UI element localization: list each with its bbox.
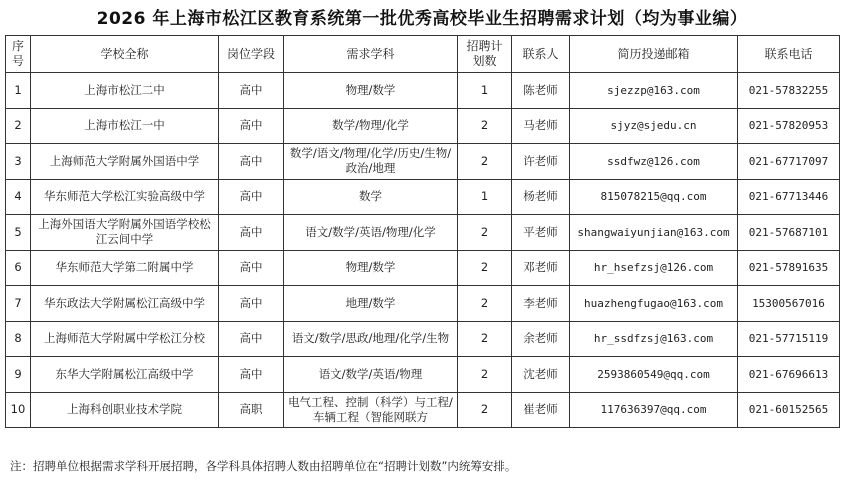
row-index-cell: 4 [6, 179, 31, 215]
header-subjects: 需求学科 [284, 36, 458, 73]
header-email: 简历投递邮箱 [570, 36, 738, 73]
email-cell: 117636397@qq.com [570, 392, 738, 428]
footnote: 注：招聘单位根据需求学科开展招聘，各学科具体招聘人数由招聘单位在“招聘计划数”内统筹安排。 [10, 459, 517, 473]
school-name-cell: 东华大学附属松江高级中学 [31, 357, 219, 393]
subjects-cell: 数学/物理/化学 [284, 108, 458, 144]
position-level-cell: 高中 [219, 321, 284, 357]
phone-cell: 021-67717097 [738, 144, 840, 180]
school-name-cell: 华东师范大学第二附属中学 [31, 250, 219, 286]
table-row [6, 215, 840, 251]
page-title: 2026 年上海市松江区教育系统第一批优秀高校毕业生招聘需求计划（均为事业编） [96, 9, 748, 29]
contact-person-cell: 杨老师 [512, 179, 570, 215]
subjects-cell: 数学/语文/物理/化学/历史/生物/政治/地理 [284, 144, 458, 180]
position-level-cell: 高中 [219, 144, 284, 180]
email-cell: ssdfwz@126.com [570, 144, 738, 180]
quota-cell: 2 [458, 144, 512, 180]
table-header-row [6, 36, 840, 73]
subjects-cell: 物理/数学 [284, 73, 458, 109]
row-index-cell: 10 [6, 392, 31, 428]
contact-person-cell: 马老师 [512, 108, 570, 144]
table-row [6, 357, 840, 393]
quota-cell: 2 [458, 215, 512, 251]
school-name-cell: 华东师范大学松江实验高级中学 [31, 179, 219, 215]
school-name-cell: 上海科创职业技术学院 [31, 392, 219, 428]
contact-person-cell: 崔老师 [512, 392, 570, 428]
row-index-cell: 6 [6, 250, 31, 286]
quota-cell: 2 [458, 250, 512, 286]
table-row [6, 144, 840, 180]
contact-person-cell: 许老师 [512, 144, 570, 180]
position-level-cell: 高中 [219, 108, 284, 144]
phone-cell: 021-67696613 [738, 357, 840, 393]
email-cell: sjezzp@163.com [570, 73, 738, 109]
quota-cell: 2 [458, 392, 512, 428]
school-name-cell: 上海市松江一中 [31, 108, 219, 144]
header-level: 岗位学段 [219, 36, 284, 73]
subjects-cell: 电气工程、控制（科学）与工程/车辆工程（智能网联方 [284, 392, 458, 428]
position-level-cell: 高中 [219, 179, 284, 215]
position-level-cell: 高职 [219, 392, 284, 428]
phone-cell: 021-57832255 [738, 73, 840, 109]
table-row [6, 321, 840, 357]
subjects-cell: 语文/数学/英语/物理/化学 [284, 215, 458, 251]
phone-cell: 021-57687101 [738, 215, 840, 251]
table-row [6, 392, 840, 428]
school-name-cell: 上海师范大学附属中学松江分校 [31, 321, 219, 357]
school-name-cell: 华东政法大学附属松江高级中学 [31, 286, 219, 322]
subjects-cell: 数学 [284, 179, 458, 215]
header-phone: 联系电话 [738, 36, 840, 73]
phone-cell: 021-57715119 [738, 321, 840, 357]
school-name-cell: 上海师范大学附属外国语中学 [31, 144, 219, 180]
row-index-cell: 2 [6, 108, 31, 144]
table-row [6, 179, 840, 215]
position-level-cell: 高中 [219, 250, 284, 286]
quota-cell: 2 [458, 108, 512, 144]
email-cell: 815078215@qq.com [570, 179, 738, 215]
subjects-cell: 物理/数学 [284, 250, 458, 286]
row-index-cell: 9 [6, 357, 31, 393]
header-index: 序号 [6, 36, 31, 73]
subjects-cell: 语文/数学/英语/物理 [284, 357, 458, 393]
phone-cell: 021-57891635 [738, 250, 840, 286]
position-level-cell: 高中 [219, 73, 284, 109]
position-level-cell: 高中 [219, 215, 284, 251]
contact-person-cell: 沈老师 [512, 357, 570, 393]
row-index-cell: 3 [6, 144, 31, 180]
table-row [6, 73, 840, 109]
subjects-cell: 地理/数学 [284, 286, 458, 322]
row-index-cell: 7 [6, 286, 31, 322]
email-cell: 2593860549@qq.com [570, 357, 738, 393]
email-cell: hr_ssdfzsj@163.com [570, 321, 738, 357]
email-cell: sjyz@sjedu.cn [570, 108, 738, 144]
table-body [6, 73, 840, 428]
contact-person-cell: 邓老师 [512, 250, 570, 286]
recruitment-table [5, 35, 840, 428]
contact-person-cell: 平老师 [512, 215, 570, 251]
quota-cell: 2 [458, 321, 512, 357]
contact-person-cell: 陈老师 [512, 73, 570, 109]
quota-cell: 1 [458, 73, 512, 109]
header-contact: 联系人 [512, 36, 570, 73]
email-cell: huazhengfugao@163.com [570, 286, 738, 322]
subjects-cell: 语文/数学/思政/地理/化学/生物 [284, 321, 458, 357]
email-cell: shangwaiyunjian@163.com [570, 215, 738, 251]
row-index-cell: 5 [6, 215, 31, 251]
row-index-cell: 1 [6, 73, 31, 109]
quota-cell: 2 [458, 286, 512, 322]
quota-cell: 2 [458, 357, 512, 393]
contact-person-cell: 李老师 [512, 286, 570, 322]
header-quota: 招聘计划数 [458, 36, 512, 73]
table-row [6, 250, 840, 286]
contact-person-cell: 余老师 [512, 321, 570, 357]
quota-cell: 1 [458, 179, 512, 215]
school-name-cell: 上海市松江二中 [31, 73, 219, 109]
table-row [6, 108, 840, 144]
table-row [6, 286, 840, 322]
phone-cell: 021-60152565 [738, 392, 840, 428]
position-level-cell: 高中 [219, 357, 284, 393]
header-school: 学校全称 [31, 36, 219, 73]
row-index-cell: 8 [6, 321, 31, 357]
school-name-cell: 上海外国语大学附属外国语学校松江云间中学 [31, 215, 219, 251]
position-level-cell: 高中 [219, 286, 284, 322]
phone-cell: 021-67713446 [738, 179, 840, 215]
phone-cell: 15300567016 [738, 286, 840, 322]
phone-cell: 021-57820953 [738, 108, 840, 144]
email-cell: hr_hsefzsj@126.com [570, 250, 738, 286]
